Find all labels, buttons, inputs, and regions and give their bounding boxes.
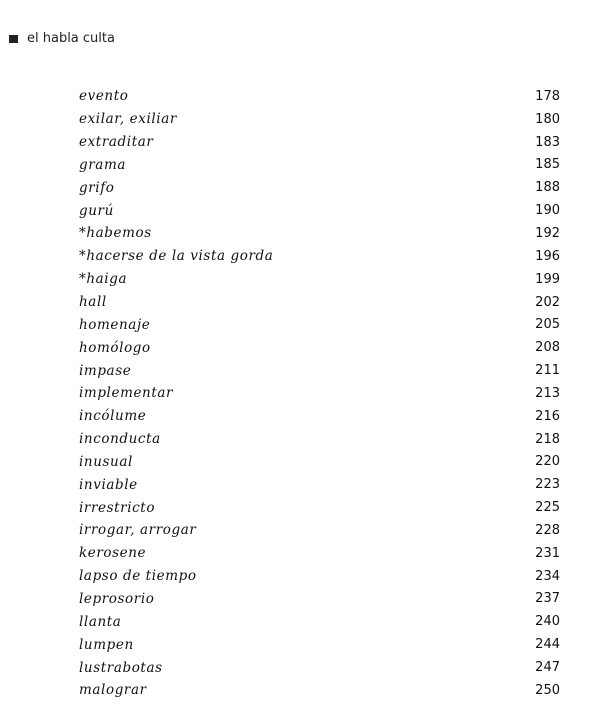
toc-entry (79, 108, 560, 131)
entry-term: irrestricto (79, 499, 156, 516)
entry-term: kerosene (79, 545, 147, 562)
toc-entry (79, 633, 560, 656)
entry-term: extraditar (79, 134, 154, 151)
running-header (9, 31, 115, 46)
toc-entry (79, 176, 560, 199)
toc-entry (79, 313, 560, 336)
toc-entry (79, 85, 560, 108)
entry-term: homólogo (79, 339, 151, 356)
entry-term: lustrabotas (79, 659, 163, 676)
entry-page-number: 178 (535, 88, 560, 104)
toc-entry (79, 245, 560, 268)
toc-entry (79, 131, 560, 154)
entry-term: impase (79, 362, 132, 379)
entry-page-number: 218 (535, 431, 560, 447)
toc-entry (79, 359, 560, 382)
entry-term: implementar (79, 385, 174, 402)
toc-entry (79, 336, 560, 359)
entry-page-number: 240 (535, 614, 560, 630)
entry-term: inviable (79, 476, 138, 493)
entry-term: incólume (79, 408, 147, 425)
entry-page-number: 228 (535, 522, 560, 538)
toc-entry (79, 382, 560, 405)
toc-entry (79, 656, 560, 679)
entry-term: exilar, exiliar (79, 111, 177, 128)
entry-term: irrogar, arrogar (79, 522, 197, 539)
entry-page-number: 202 (535, 294, 560, 310)
entry-page-number: 231 (535, 545, 560, 561)
toc-entry (79, 268, 560, 291)
entry-page-number: 188 (535, 180, 560, 196)
toc-entry (79, 199, 560, 222)
entry-term: lapso de tiempo (79, 568, 197, 585)
toc-entry (79, 451, 560, 474)
toc-entry (79, 222, 560, 245)
entry-term: *habemos (79, 225, 152, 242)
entry-term: grama (79, 156, 126, 173)
entry-page-number: 183 (535, 134, 560, 150)
entry-term: lumpen (79, 636, 134, 653)
toc-entry (79, 588, 560, 611)
entry-page-number: 205 (535, 317, 560, 333)
entry-term: malograr (79, 682, 147, 699)
entry-page-number: 199 (535, 271, 560, 287)
entry-page-number: 185 (535, 157, 560, 173)
entry-term: *hacerse de la vista gorda (79, 248, 274, 265)
entry-page-number: 225 (535, 500, 560, 516)
toc-entry (79, 405, 560, 428)
header-title: el habla culta (27, 31, 115, 46)
entry-term: leprosorio (79, 590, 155, 607)
entry-term: grifo (79, 179, 115, 196)
entry-term: *haiga (79, 271, 128, 288)
toc-entry (79, 679, 560, 702)
entry-term: llanta (79, 613, 122, 630)
toc-entry (79, 154, 560, 177)
entry-page-number: 180 (535, 111, 560, 127)
entry-page-number: 192 (535, 225, 560, 241)
square-bullet-icon (9, 35, 18, 43)
entry-page-number: 244 (535, 637, 560, 653)
toc-entry (79, 496, 560, 519)
entry-page-number: 234 (535, 568, 560, 584)
toc-entry (79, 542, 560, 565)
toc-entry (79, 428, 560, 451)
entry-term: inusual (79, 453, 133, 470)
toc-entry (79, 291, 560, 314)
entry-page-number: 250 (535, 682, 560, 698)
entry-page-number: 196 (535, 248, 560, 264)
toc-entry (79, 473, 560, 496)
entry-term: inconducta (79, 431, 161, 448)
toc-entry (79, 610, 560, 633)
table-of-contents (79, 85, 560, 702)
entry-term: gurú (79, 202, 114, 219)
toc-entry (79, 519, 560, 542)
entry-term: homenaje (79, 316, 151, 333)
entry-page-number: 208 (535, 340, 560, 356)
entry-page-number: 237 (535, 591, 560, 607)
entry-term: hall (79, 294, 107, 311)
entry-page-number: 216 (535, 408, 560, 424)
toc-entry (79, 565, 560, 588)
entry-page-number: 247 (535, 660, 560, 676)
entry-page-number: 190 (535, 203, 560, 219)
entry-page-number: 220 (535, 454, 560, 470)
entry-page-number: 213 (535, 385, 560, 401)
entry-page-number: 223 (535, 477, 560, 493)
entry-page-number: 211 (535, 363, 560, 379)
entry-term: evento (79, 88, 129, 105)
